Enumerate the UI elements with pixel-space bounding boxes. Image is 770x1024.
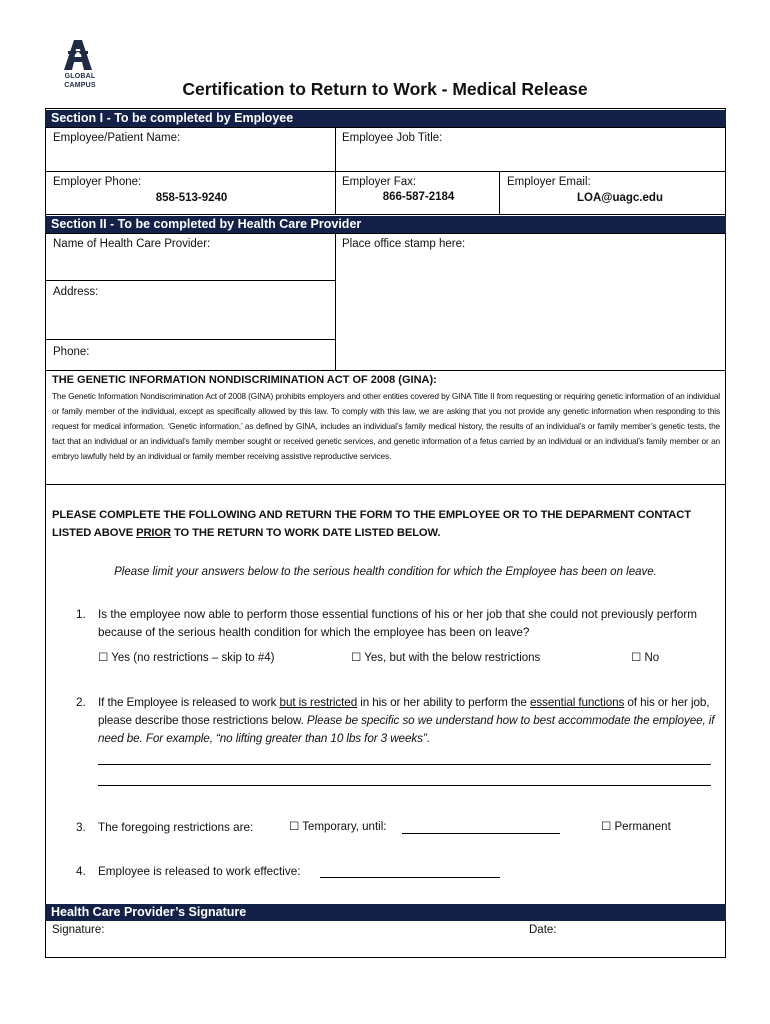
provider-name-field[interactable] xyxy=(45,233,336,281)
q1-no-checkbox[interactable]: ☐ No xyxy=(631,652,660,664)
employee-name-field[interactable] xyxy=(45,127,336,172)
question-2-text xyxy=(98,694,716,748)
employer-email-label: Employer Email: xyxy=(507,176,591,188)
provider-phone-field[interactable] xyxy=(45,339,336,371)
logo-text xyxy=(52,73,108,90)
signature-field[interactable] xyxy=(100,921,520,957)
date-label: Date: xyxy=(529,924,557,936)
gina-body: The Genetic Information Nondiscrimination Act of 2008 (GINA) prohibits employers and other entities covered by GINA Title II from requesting or requiring genetic information of an individual or family member of the individual, except as specifically allowed by this law. To comply with this law, we are asking that you not provide any genetic information when responding to this request for medical information. ‘Genetic information,’ as defined by GINA, includes an individual’s family medical history, the results of an individual’s or family member’s genetic tests, the fact that an individual or an individual’s family member sought or received genetic services, and genetic information of a fetus carried by an individual or an individual’s family member or an embryo lawfully held by an individual or family member receiving assistive reproductive services. xyxy=(52,391,720,461)
employer-phone-field[interactable] xyxy=(45,171,336,215)
logo-line-2: CAMPUS xyxy=(64,81,96,89)
instructions-note: Please limit your answers below to the serious health condition for which the Employee has been on leave. xyxy=(114,566,657,578)
q2-text-1: If the Employee is released to work xyxy=(98,696,280,709)
q4-effective-date-line[interactable] xyxy=(320,877,500,878)
signature-section-header: Health Care Provider’s Signature xyxy=(45,904,726,921)
provider-name-label: Name of Health Care Provider: xyxy=(53,238,211,250)
q2-underline-2: essential functions xyxy=(529,696,625,709)
signature-label: Signature: xyxy=(52,924,105,936)
employer-fax-field[interactable] xyxy=(335,171,500,215)
instructions-text xyxy=(52,506,724,542)
q2-italic-text: Please be specific so we understand how to best accommodate the employee, if need be. For example, “no lifting greater than 10 lbs for 3 weeks” xyxy=(98,714,715,745)
form-title: Certification to Return to Work - Medical Release xyxy=(182,79,588,99)
section-2-header: Section II - To be completed by Health Care Provider xyxy=(45,216,726,233)
question-3-number: 3. xyxy=(76,821,86,834)
job-title-field[interactable] xyxy=(335,127,726,172)
job-title-label: Employee Job Title: xyxy=(342,132,443,144)
section-1-header: Section I - To be completed by Employee xyxy=(45,110,726,127)
employer-phone-value: 858-513-9240 xyxy=(155,192,228,204)
q1-yes-with-restrictions-checkbox[interactable]: ☐ Yes, but with the below restrictions xyxy=(351,652,541,664)
q2-text-2: in his or her ability to perform the xyxy=(357,696,530,709)
question-1-number: 1. xyxy=(76,608,86,621)
q3-until-date-line[interactable] xyxy=(402,833,560,834)
question-2-number: 2. xyxy=(76,696,86,709)
q3-temporary-checkbox[interactable]: ☐ Temporary, until: xyxy=(289,821,387,833)
question-4-text: Employee is released to work effective: xyxy=(98,865,301,878)
question-3-text: The foregoing restrictions are: xyxy=(98,821,254,834)
logo-line-1: GLOBAL xyxy=(64,73,96,80)
office-stamp-area[interactable] xyxy=(335,233,726,371)
employer-fax-label: Employer Fax: xyxy=(342,176,417,188)
gina-heading: THE GENETIC INFORMATION NONDISCRIMINATION ACT OF 2008 (GINA): xyxy=(52,374,437,386)
q2-underline-1: but is restricted xyxy=(279,696,358,709)
office-stamp-label: Place office stamp here: xyxy=(342,238,466,250)
provider-phone-label: Phone: xyxy=(53,346,90,358)
instructions-prior: PRIOR xyxy=(136,527,172,539)
q3-permanent-checkbox[interactable]: ☐ Permanent xyxy=(601,821,671,833)
employer-email-value: LOA@uagc.edu xyxy=(577,192,663,204)
gina-divider xyxy=(45,484,726,485)
q2-text-4: . xyxy=(426,732,430,745)
employer-email-field[interactable] xyxy=(499,171,726,215)
q2-answer-line-1[interactable] xyxy=(98,764,711,765)
instructions-part-2: TO THE RETURN TO WORK DATE LISTED BELOW. xyxy=(171,527,441,539)
question-1-text: Is the employee now able to perform those essential functions of his or her job that she could not previously perform because of the serious health condition for which the employee has been on leave? xyxy=(98,608,697,639)
employee-name-label: Employee/Patient Name: xyxy=(53,132,181,144)
employer-fax-value: 866-587-2184 xyxy=(382,191,455,203)
q2-text-3: of his or her job, please describe those restrictions below. xyxy=(98,696,710,727)
q2-answer-line-2[interactable] xyxy=(98,785,711,786)
instructions-part-1: PLEASE COMPLETE THE FOLLOWING AND RETURN THE FORM TO THE EMPLOYEE OR TO THE DEPARMENT CONTACT LISTED ABOVE xyxy=(52,509,691,539)
address-label: Address: xyxy=(53,286,99,298)
date-field[interactable] xyxy=(560,921,720,957)
university-logo-icon xyxy=(64,40,92,70)
q1-yes-no-restrictions-checkbox[interactable]: ☐ Yes (no restrictions – skip to #4) xyxy=(98,652,275,664)
address-field[interactable] xyxy=(45,280,336,340)
employer-phone-label: Employer Phone: xyxy=(53,176,142,188)
question-4-number: 4. xyxy=(76,865,86,878)
